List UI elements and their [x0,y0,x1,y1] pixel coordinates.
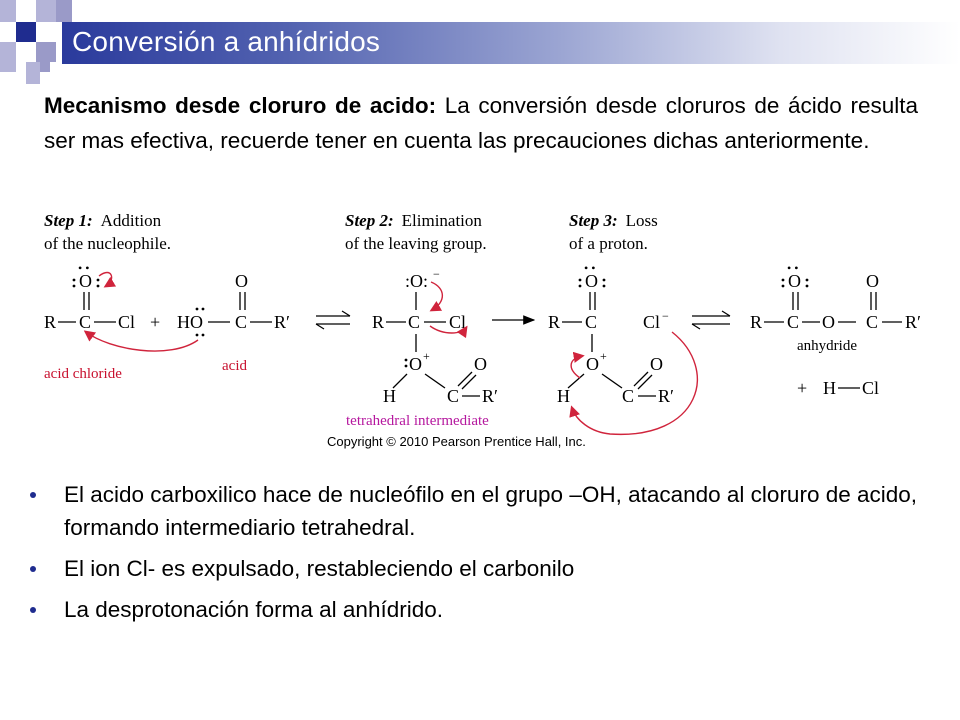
svg-text:R: R [750,312,763,332]
svg-text:O: O [586,354,599,374]
svg-text:R: R [548,312,561,332]
decor-square-lavender [0,0,16,22]
anhydride-structure [750,261,921,398]
bullet-dot-icon [30,492,36,498]
svg-text:R′: R′ [274,312,290,332]
step2-heading: Step 2: Elimination [345,211,482,230]
svg-text:C: C [408,312,421,332]
anhydride-label: anhydride [797,338,857,354]
svg-text:• •: • • [584,261,596,275]
svg-text:Cl: Cl [862,378,880,398]
svg-text:C: C [787,312,800,332]
bullet-dot-icon [30,566,36,572]
decor-square-lavender [0,42,16,72]
svg-text:C: C [235,312,248,332]
decor-square-lavender [36,0,56,22]
svg-text:+: + [797,378,808,398]
svg-text:HO: HO [177,312,203,332]
decor-square-lavender [56,0,72,22]
arrow-deprotonation [572,332,697,434]
step1-desc: of the nucleophile. [44,234,171,253]
protonated-structure [548,261,674,406]
svg-text:• •: • • [787,261,799,275]
acid-chloride-structure [44,261,160,332]
tetrahedral-label: tetrahedral intermediate [346,413,489,429]
svg-text:O: O [409,354,422,374]
decor-square-lavender [26,62,40,84]
svg-text:−: − [433,267,440,281]
svg-text:R: R [372,312,385,332]
bullet-item [28,552,928,585]
svg-text:+: + [423,349,430,363]
svg-text:H: H [383,386,396,406]
intro-text: La conversión desde cloruros de ácido resulta ser mas efectiva, recuerde tener en cuenta las precauciones dichas anteriormente. [44,93,918,153]
svg-text:C: C [447,386,460,406]
svg-text:−: − [662,309,669,323]
svg-text:H: H [557,386,570,406]
svg-text:+: + [600,349,607,363]
mechanism-svg [0,200,960,460]
mechanism-diagram [0,200,960,460]
tetrahedral-structure [372,267,498,406]
svg-text:O: O [650,354,663,374]
svg-text:Cl: Cl [449,312,467,332]
bullet-item [28,478,928,544]
svg-text:O: O [866,271,879,291]
svg-text:C: C [866,312,879,332]
svg-text:O: O [822,312,835,332]
svg-text:O: O [474,354,487,374]
svg-text:• •: • • [78,261,90,275]
equilibrium-arrow-2 [692,311,730,329]
step2-desc: of the leaving group. [345,234,487,253]
svg-text::O:: :O: [405,271,429,291]
acid-structure [177,271,290,336]
acid-chloride-label: acid chloride [44,366,122,382]
step3-desc: of a proton. [569,234,648,253]
bullet-text: El acido carboxilico hace de nucleófilo en el grupo –OH, atacando al cloruro de acido, formando intermediario tetrahedral. [64,482,918,540]
bullet-item [28,593,928,626]
copyright-text: Copyright © 2010 Pearson Prentice Hall, Inc. [327,434,586,449]
svg-text:+: + [150,312,161,332]
svg-text:O: O [79,271,92,291]
arrow-oh-bond-shift [571,356,582,378]
decor-square-lavender [40,62,50,72]
arrow-nucleophile-attack [86,332,198,351]
svg-text:O: O [788,271,801,291]
acid-label: acid [222,358,247,374]
bullet-list [28,478,928,634]
svg-text:O: O [235,271,248,291]
svg-text:R′: R′ [658,386,674,406]
svg-text:C: C [79,312,92,332]
intro-bold: Mecanismo desde cloruro de acido: [44,93,437,118]
svg-text:Cl: Cl [643,312,661,332]
svg-text:R: R [44,312,57,332]
arrow-carbonyl-shift [99,273,112,287]
svg-text:R′: R′ [482,386,498,406]
svg-text:O: O [585,271,598,291]
svg-text:R′: R′ [905,312,921,332]
step3-heading: Step 3: Loss [569,211,658,230]
decor-square-lavender [36,42,56,62]
svg-text:C: C [622,386,635,406]
equilibrium-arrow-1 [316,311,350,329]
arrow-reform-carbonyl [431,282,442,310]
svg-text:C: C [585,312,598,332]
bullet-text: La desprotonación forma al anhídrido. [64,597,443,622]
svg-text:H: H [823,378,836,398]
svg-text:Cl: Cl [118,312,136,332]
step1-heading: Step 1: Addition [44,211,162,230]
intro-paragraph [44,88,918,158]
bullet-dot-icon [30,607,36,613]
decor-square-navy [16,22,36,42]
bullet-text: El ion Cl- es expulsado, restableciendo el carbonilo [64,556,575,581]
page-title: Conversión a anhídridos [72,26,381,57]
